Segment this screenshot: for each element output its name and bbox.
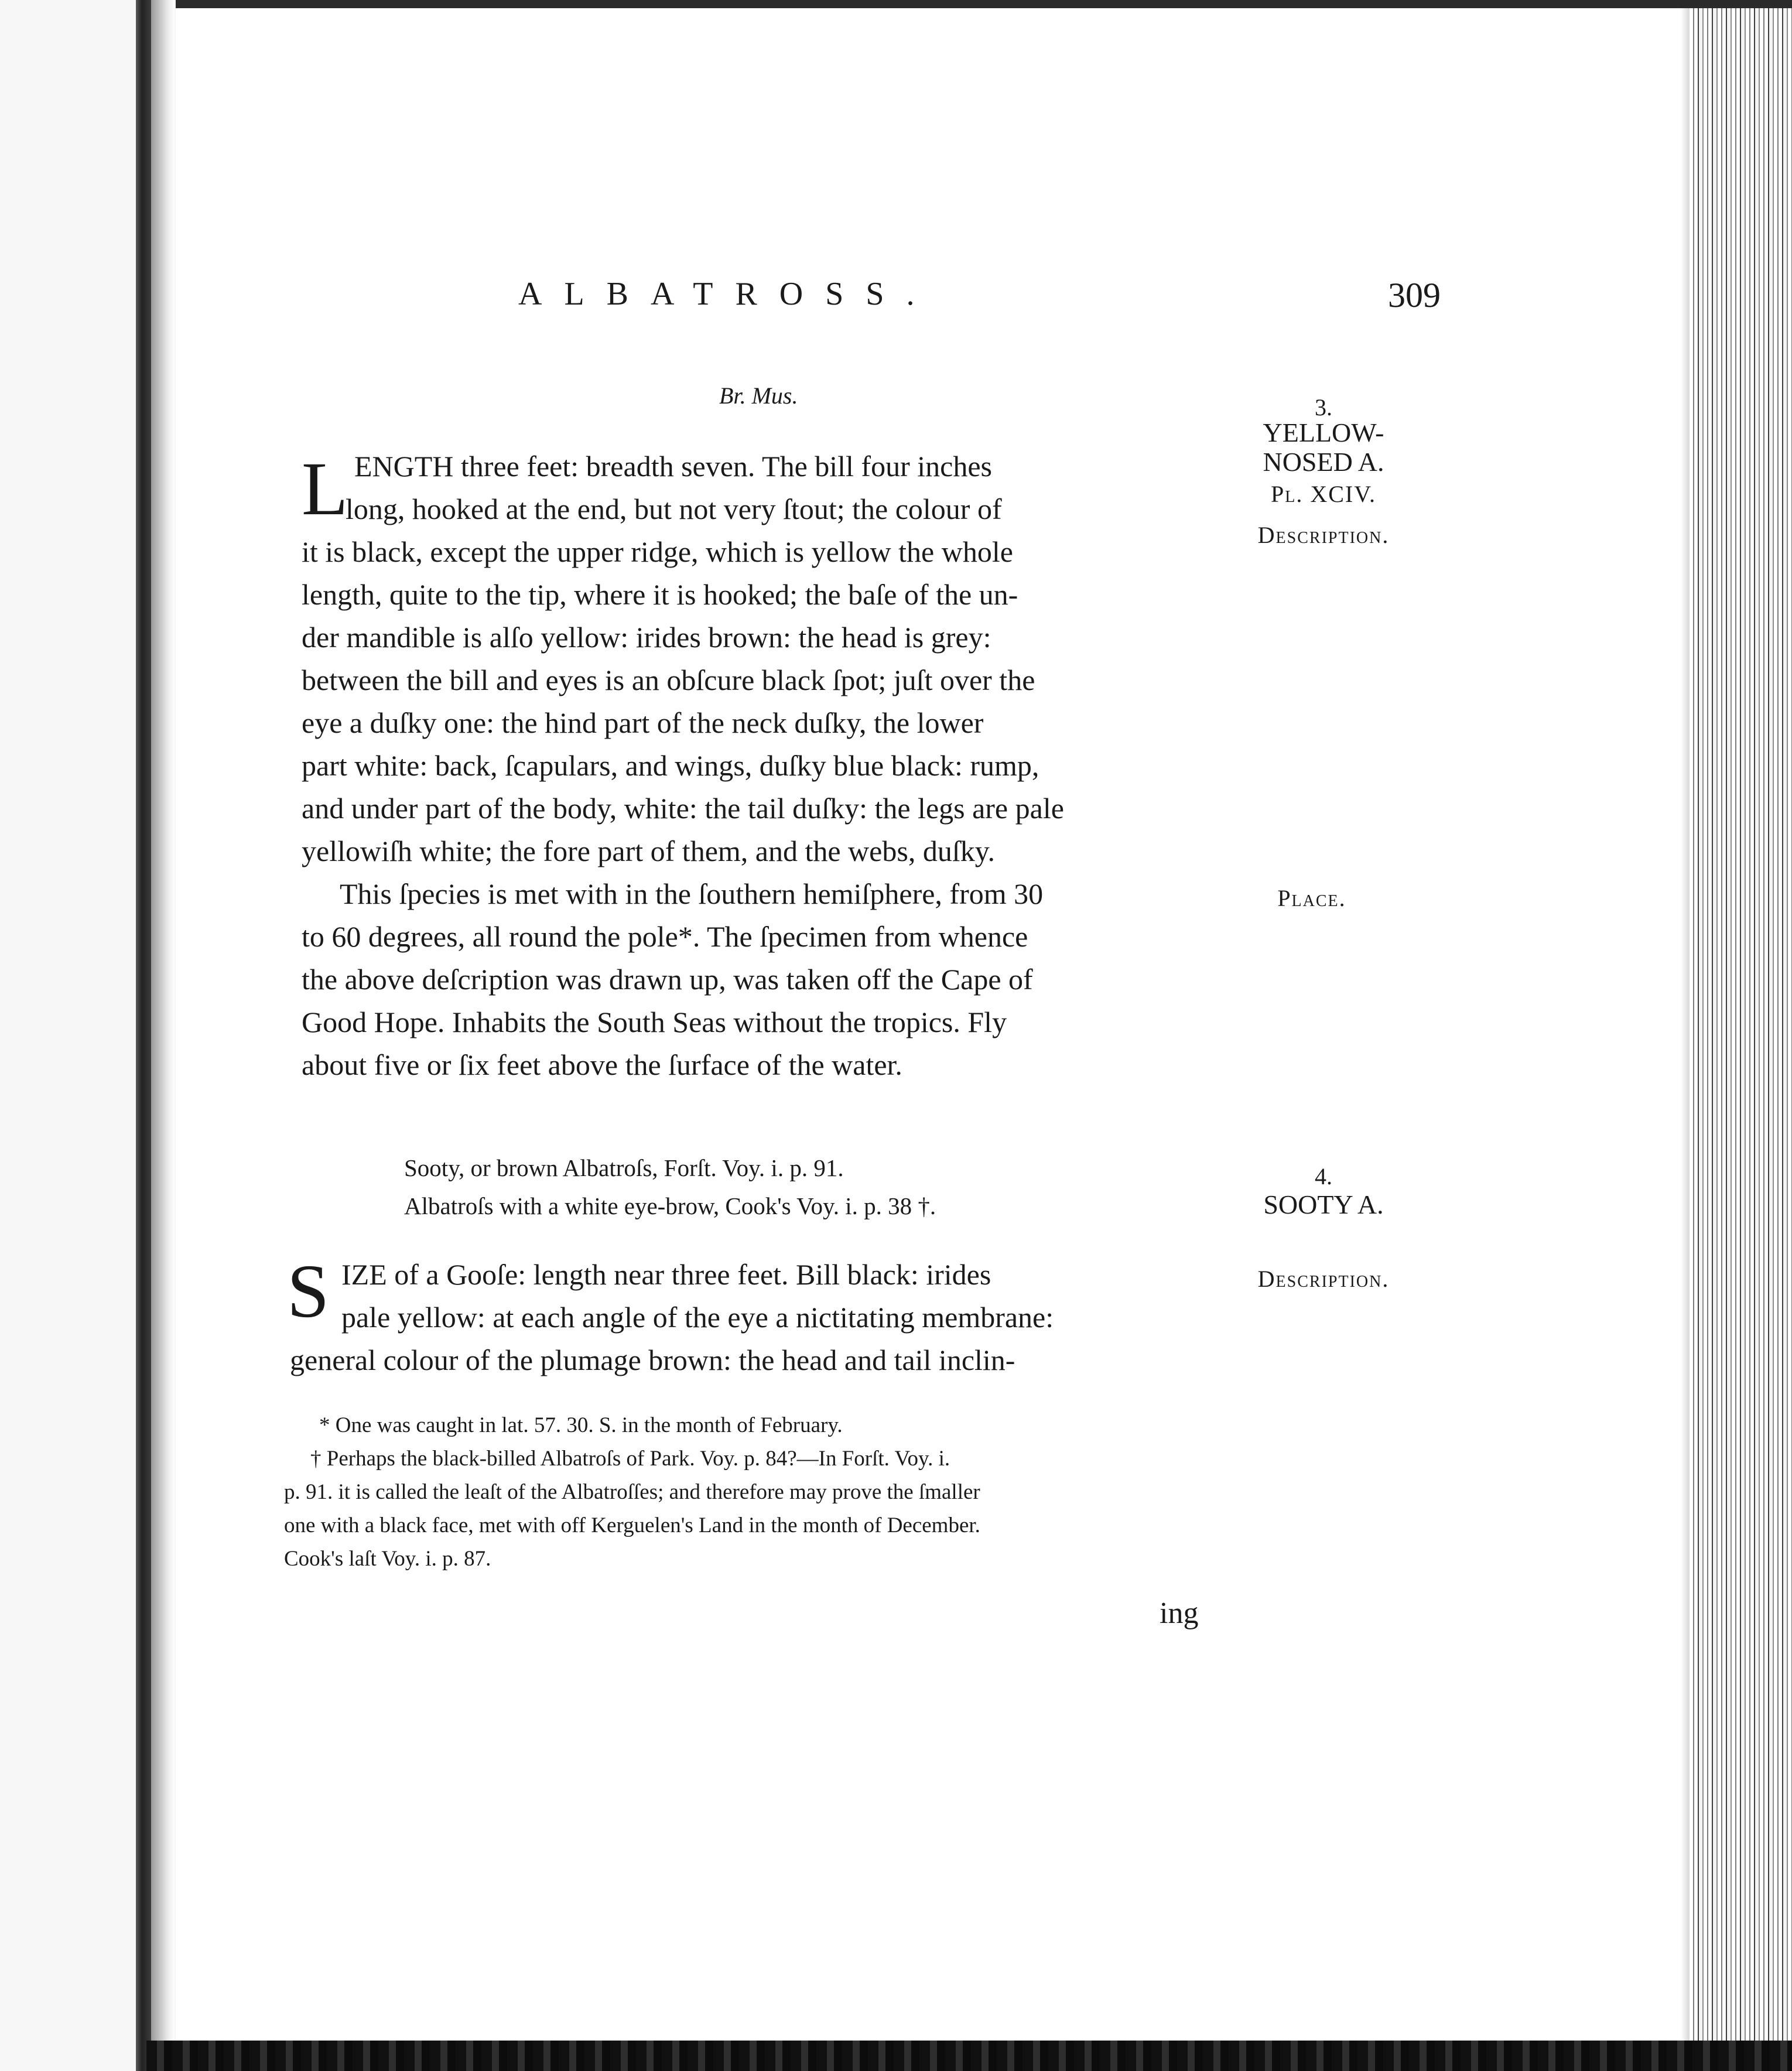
page-edge-stack	[1690, 8, 1792, 2041]
description-label: Description.	[1257, 1266, 1390, 1292]
text-line: about five or ſix feet above the ſurface of the water.	[302, 1048, 902, 1081]
species-name: SOOTY A.	[1263, 1190, 1384, 1219]
drop-cap: L	[302, 447, 348, 531]
text-line: and under part of the body, white: the tail duſky: the legs are pale	[302, 792, 1064, 825]
footnote-line: one with a black face, met with off Kerguelen's Land in the month of December.	[284, 1513, 980, 1537]
text-line: der mandible is alſo yellow: irides brown: the head is grey:	[302, 621, 991, 654]
species-number: 4.	[1315, 1163, 1332, 1190]
text-line: long, hooked at the end, but not very ſtout; the colour of	[346, 493, 1002, 525]
text-line: yellowiſh white; the fore part of them, and the webs, duſky.	[302, 835, 995, 867]
gutter-shadow	[151, 0, 175, 2071]
text-line: ENGTH three feet: breadth seven. The bill four inches	[354, 450, 992, 483]
species-name-line2: NOSED A.	[1263, 447, 1384, 477]
description-paragraph	[290, 1253, 1212, 1382]
scan-bottom-border	[146, 2041, 1792, 2071]
text-line: the above deſcription was drawn up, was taken off the Cape of	[302, 963, 1033, 996]
text-line: general colour of the plumage brown: the head and tail inclin-	[290, 1344, 1015, 1376]
synonym-line: Sooty, or brown Albatroſs, Forſt. Voy. i. p. 91.	[404, 1154, 844, 1181]
scan-top-border	[176, 0, 1792, 8]
footnote-line: † Perhaps the black-billed Albatroſs of Park. Voy. p. 84?—In Forſt. Voy. i.	[310, 1447, 950, 1471]
text-line: it is black, except the upper ridge, which is yellow the whole	[302, 535, 1013, 568]
drop-cap: S	[287, 1249, 330, 1334]
text-line: between the bill and eyes is an obſcure black ſpot; juſt over the	[302, 664, 1035, 696]
specimen-source: Br. Mus.	[719, 382, 798, 409]
book-gutter	[136, 0, 151, 2071]
plate-reference: Pl. XCIV.	[1271, 481, 1376, 507]
text-line: IZE of a Gooſe: length near three feet. Bill black: irides	[341, 1258, 991, 1291]
catchword: ing	[1160, 1597, 1199, 1630]
synonym-line: Albatroſs with a white eye-brow, Cook's Voy. i. p. 38 †.	[404, 1192, 936, 1219]
footnote-line: p. 91. it is called the leaſt of the Albatroſſes; and therefore may prove the ſmaller	[284, 1480, 980, 1504]
description-label: Description.	[1257, 522, 1390, 548]
text-line: This ſpecies is met with in the ſouthern hemiſphere, from 30	[340, 877, 1044, 910]
text-line: eye a duſky one: the hind part of the neck duſky, the lower	[302, 706, 984, 739]
place-paragraph	[302, 873, 1224, 1086]
place-label: Place.	[1277, 885, 1346, 911]
text-line: pale yellow: at each angle of the eye a nictitating membrane:	[341, 1301, 1054, 1334]
footnote-line: * One was caught in lat. 57. 30. S. in the month of February.	[319, 1413, 843, 1437]
species-number: 3.	[1315, 394, 1332, 421]
text-line: to 60 degrees, all round the pole*. The ſpecimen from whence	[302, 920, 1028, 953]
footnote-line: Cook's laſt Voy. i. p. 87.	[284, 1547, 491, 1571]
text-line: length, quite to the tip, where it is hooked; the baſe of the un-	[302, 578, 1018, 611]
text-line: part white: back, ſcapulars, and wings, duſky blue black: rump,	[302, 749, 1039, 782]
running-head: ALBATROSS.	[518, 276, 937, 312]
footnotes	[284, 1409, 1212, 1576]
species-name-line1: YELLOW-	[1263, 418, 1384, 447]
page-number: 309	[1388, 276, 1441, 315]
description-paragraph	[302, 445, 1224, 873]
text-line: Good Hope. Inhabits the South Seas without the tropics. Fly	[302, 1006, 1007, 1038]
